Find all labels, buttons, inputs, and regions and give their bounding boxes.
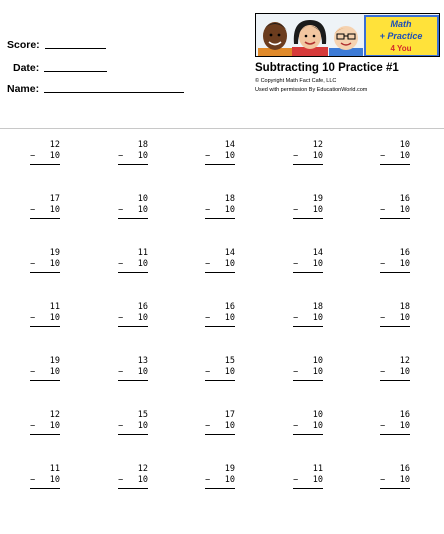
score-label: Score: bbox=[7, 39, 40, 51]
subtrahend: 10 bbox=[399, 313, 410, 323]
subtrahend-row bbox=[118, 367, 148, 378]
name-label: Name: bbox=[7, 83, 40, 95]
minus-sign: − bbox=[380, 205, 386, 215]
subtrahend-row bbox=[380, 421, 410, 432]
minus-sign: − bbox=[380, 313, 386, 323]
subtraction-problem bbox=[205, 194, 235, 219]
subtraction-problem bbox=[205, 248, 235, 273]
minuend: 16 bbox=[399, 248, 410, 258]
answer-line bbox=[205, 434, 235, 435]
minuend: 12 bbox=[49, 140, 60, 150]
answer-line bbox=[293, 272, 323, 273]
minuend: 19 bbox=[312, 194, 323, 204]
minus-sign: − bbox=[205, 421, 211, 431]
subtrahend: 10 bbox=[224, 367, 235, 377]
logo-line-1: Math bbox=[390, 19, 412, 29]
answer-line bbox=[380, 164, 410, 165]
minuend: 14 bbox=[312, 248, 323, 258]
subtraction-problem bbox=[118, 194, 148, 219]
subtrahend: 10 bbox=[137, 367, 148, 377]
answer-line bbox=[380, 488, 410, 489]
answer-line bbox=[293, 164, 323, 165]
minuend: 11 bbox=[49, 302, 60, 312]
minus-sign: − bbox=[205, 475, 211, 485]
subtrahend: 10 bbox=[312, 475, 323, 485]
minuend: 12 bbox=[49, 410, 60, 420]
subtrahend: 10 bbox=[49, 475, 60, 485]
answer-line bbox=[30, 218, 60, 219]
subtrahend: 10 bbox=[399, 151, 410, 161]
subtrahend: 10 bbox=[312, 205, 323, 215]
minuend: 18 bbox=[312, 302, 323, 312]
subtrahend-row bbox=[205, 259, 235, 270]
subtraction-problem bbox=[30, 410, 60, 435]
subtrahend-row bbox=[380, 475, 410, 486]
answer-line bbox=[380, 434, 410, 435]
subtrahend-row bbox=[380, 151, 410, 162]
minus-sign: − bbox=[380, 151, 386, 161]
answer-line bbox=[293, 434, 323, 435]
subtraction-problem bbox=[380, 194, 410, 219]
minuend: 17 bbox=[49, 194, 60, 204]
subtrahend: 10 bbox=[137, 259, 148, 269]
subtrahend: 10 bbox=[49, 205, 60, 215]
minuend: 14 bbox=[224, 248, 235, 258]
subtraction-problem bbox=[118, 410, 148, 435]
answer-line bbox=[205, 326, 235, 327]
minus-sign: − bbox=[118, 421, 124, 431]
logo-banner bbox=[255, 13, 440, 57]
answer-line bbox=[30, 380, 60, 381]
minuend: 17 bbox=[224, 410, 235, 420]
math-practice-badge bbox=[365, 16, 438, 56]
subtraction-problem bbox=[293, 356, 323, 381]
minuend: 19 bbox=[49, 248, 60, 258]
subtraction-problem bbox=[118, 356, 148, 381]
minuend: 14 bbox=[224, 140, 235, 150]
answer-line bbox=[118, 326, 148, 327]
minus-sign: − bbox=[205, 151, 211, 161]
answer-line bbox=[118, 434, 148, 435]
subtraction-problem bbox=[380, 356, 410, 381]
minus-sign: − bbox=[205, 313, 211, 323]
answer-line bbox=[380, 326, 410, 327]
minus-sign: − bbox=[30, 313, 36, 323]
minuend: 12 bbox=[137, 464, 148, 474]
subtrahend-row bbox=[380, 259, 410, 270]
subtrahend-row bbox=[30, 151, 60, 162]
subtrahend: 10 bbox=[49, 421, 60, 431]
minuend: 10 bbox=[399, 140, 410, 150]
subtraction-problem bbox=[30, 464, 60, 489]
subtrahend-row bbox=[118, 205, 148, 216]
subtrahend-row bbox=[293, 367, 323, 378]
subtrahend-row bbox=[30, 475, 60, 486]
header-divider bbox=[0, 128, 444, 129]
subtraction-problem bbox=[205, 302, 235, 327]
subtrahend-row bbox=[205, 367, 235, 378]
subtrahend-row bbox=[118, 313, 148, 324]
minus-sign: − bbox=[30, 475, 36, 485]
score-field[interactable] bbox=[7, 39, 106, 51]
subtrahend-row bbox=[205, 151, 235, 162]
answer-line bbox=[118, 380, 148, 381]
subtrahend-row bbox=[205, 313, 235, 324]
minus-sign: − bbox=[118, 367, 124, 377]
answer-line bbox=[118, 218, 148, 219]
minus-sign: − bbox=[380, 421, 386, 431]
minus-sign: − bbox=[293, 151, 299, 161]
name-line[interactable] bbox=[44, 92, 184, 93]
subtrahend: 10 bbox=[312, 313, 323, 323]
subtrahend-row bbox=[205, 475, 235, 486]
subtrahend-row bbox=[380, 367, 410, 378]
subtrahend-row bbox=[380, 205, 410, 216]
minus-sign: − bbox=[30, 367, 36, 377]
subtrahend-row bbox=[293, 205, 323, 216]
minus-sign: − bbox=[30, 259, 36, 269]
minus-sign: − bbox=[118, 205, 124, 215]
minus-sign: − bbox=[293, 475, 299, 485]
subtrahend: 10 bbox=[224, 475, 235, 485]
answer-line bbox=[293, 380, 323, 381]
subtraction-problem bbox=[30, 194, 60, 219]
minuend: 11 bbox=[137, 248, 148, 258]
minus-sign: − bbox=[118, 151, 124, 161]
subtraction-problem bbox=[293, 410, 323, 435]
subtraction-problem bbox=[205, 356, 235, 381]
subtrahend: 10 bbox=[224, 313, 235, 323]
minuend: 19 bbox=[224, 464, 235, 474]
minus-sign: − bbox=[30, 151, 36, 161]
answer-line bbox=[118, 488, 148, 489]
minus-sign: − bbox=[293, 367, 299, 377]
minus-sign: − bbox=[205, 205, 211, 215]
subtrahend-row bbox=[30, 313, 60, 324]
subtraction-problem bbox=[30, 356, 60, 381]
subtrahend: 10 bbox=[224, 205, 235, 215]
subtrahend: 10 bbox=[399, 367, 410, 377]
subtraction-problem bbox=[380, 464, 410, 489]
subtrahend-row bbox=[118, 259, 148, 270]
subtrahend: 10 bbox=[49, 259, 60, 269]
subtraction-problem bbox=[118, 248, 148, 273]
minus-sign: − bbox=[205, 367, 211, 377]
subtrahend-row bbox=[380, 313, 410, 324]
subtraction-problem bbox=[380, 410, 410, 435]
answer-line bbox=[205, 488, 235, 489]
minus-sign: − bbox=[293, 313, 299, 323]
subtraction-problem bbox=[293, 140, 323, 165]
subtraction-problem bbox=[205, 464, 235, 489]
minuend: 16 bbox=[399, 410, 410, 420]
subtrahend: 10 bbox=[49, 151, 60, 161]
answer-line bbox=[205, 380, 235, 381]
minus-sign: − bbox=[205, 259, 211, 269]
subtrahend: 10 bbox=[224, 151, 235, 161]
subtrahend: 10 bbox=[399, 205, 410, 215]
answer-line bbox=[380, 272, 410, 273]
subtrahend: 10 bbox=[312, 259, 323, 269]
subtrahend: 10 bbox=[399, 475, 410, 485]
answer-line bbox=[30, 488, 60, 489]
subtrahend: 10 bbox=[137, 421, 148, 431]
subtraction-problem bbox=[118, 140, 148, 165]
subtrahend-row bbox=[293, 475, 323, 486]
answer-line bbox=[380, 218, 410, 219]
date-line[interactable] bbox=[44, 71, 107, 72]
subtraction-problem bbox=[293, 248, 323, 273]
answer-line bbox=[293, 326, 323, 327]
answer-line bbox=[30, 164, 60, 165]
subtraction-problem bbox=[380, 248, 410, 273]
subtrahend-row bbox=[293, 151, 323, 162]
date-label: Date: bbox=[13, 62, 40, 74]
score-line[interactable] bbox=[45, 48, 106, 49]
subtrahend-row bbox=[30, 259, 60, 270]
subtrahend-row bbox=[293, 421, 323, 432]
subtrahend: 10 bbox=[312, 367, 323, 377]
logo-line-2: + Practice bbox=[379, 31, 423, 41]
answer-line bbox=[118, 164, 148, 165]
minuend: 19 bbox=[49, 356, 60, 366]
subtraction-problem bbox=[293, 302, 323, 327]
minuend: 11 bbox=[49, 464, 60, 474]
minuend: 18 bbox=[224, 194, 235, 204]
minuend: 18 bbox=[137, 140, 148, 150]
subtrahend-row bbox=[30, 421, 60, 432]
minuend: 10 bbox=[312, 410, 323, 420]
minus-sign: − bbox=[118, 313, 124, 323]
subtrahend: 10 bbox=[137, 205, 148, 215]
answer-line bbox=[118, 272, 148, 273]
subtrahend-row bbox=[118, 475, 148, 486]
minus-sign: − bbox=[380, 259, 386, 269]
minuend: 12 bbox=[312, 140, 323, 150]
minus-sign: − bbox=[380, 475, 386, 485]
subtrahend: 10 bbox=[399, 259, 410, 269]
answer-line bbox=[293, 488, 323, 489]
answer-line bbox=[30, 272, 60, 273]
minus-sign: − bbox=[118, 475, 124, 485]
name-field[interactable] bbox=[7, 83, 184, 95]
subtrahend-row bbox=[293, 313, 323, 324]
subtrahend: 10 bbox=[224, 259, 235, 269]
minuend: 13 bbox=[137, 356, 148, 366]
minuend: 16 bbox=[399, 194, 410, 204]
logo-line-3: 4 You bbox=[390, 44, 412, 53]
subtrahend: 10 bbox=[224, 421, 235, 431]
minuend: 11 bbox=[312, 464, 323, 474]
minus-sign: − bbox=[293, 259, 299, 269]
worksheet-title: Subtracting 10 Practice #1 bbox=[255, 62, 399, 74]
subtrahend-row bbox=[30, 205, 60, 216]
subtrahend: 10 bbox=[137, 151, 148, 161]
subtrahend-row bbox=[118, 151, 148, 162]
subtraction-problem bbox=[380, 140, 410, 165]
subtrahend-row bbox=[293, 259, 323, 270]
minuend: 12 bbox=[399, 356, 410, 366]
minuend: 16 bbox=[137, 302, 148, 312]
minuend: 18 bbox=[399, 302, 410, 312]
subtraction-problem bbox=[205, 410, 235, 435]
minuend: 10 bbox=[312, 356, 323, 366]
minuend: 16 bbox=[224, 302, 235, 312]
copyright-text: © Copyright Math Fact Cafe, LLC bbox=[255, 78, 337, 84]
subtraction-problem bbox=[118, 464, 148, 489]
answer-line bbox=[205, 164, 235, 165]
date-field[interactable] bbox=[13, 62, 107, 74]
subtrahend: 10 bbox=[49, 367, 60, 377]
subtraction-problem bbox=[30, 302, 60, 327]
kid-2-icon bbox=[292, 20, 328, 57]
answer-line bbox=[293, 218, 323, 219]
minus-sign: − bbox=[30, 421, 36, 431]
answer-line bbox=[205, 218, 235, 219]
subtrahend: 10 bbox=[399, 421, 410, 431]
subtrahend-row bbox=[205, 421, 235, 432]
subtrahend: 10 bbox=[312, 421, 323, 431]
subtrahend: 10 bbox=[49, 313, 60, 323]
minuend: 15 bbox=[137, 410, 148, 420]
subtraction-problem bbox=[205, 140, 235, 165]
answer-line bbox=[30, 434, 60, 435]
subtrahend-row bbox=[30, 367, 60, 378]
minuend: 16 bbox=[399, 464, 410, 474]
subtraction-problem bbox=[293, 464, 323, 489]
minus-sign: − bbox=[30, 205, 36, 215]
subtrahend-row bbox=[205, 205, 235, 216]
subtraction-problem bbox=[30, 140, 60, 165]
minus-sign: − bbox=[293, 205, 299, 215]
subtraction-problem bbox=[293, 194, 323, 219]
subtraction-problem bbox=[380, 302, 410, 327]
minuend: 15 bbox=[224, 356, 235, 366]
subtraction-problem bbox=[118, 302, 148, 327]
answer-line bbox=[30, 326, 60, 327]
minus-sign: − bbox=[118, 259, 124, 269]
kids-logo-illustration bbox=[256, 14, 440, 57]
minus-sign: − bbox=[380, 367, 386, 377]
permission-text: Used with permission By EducationWorld.com bbox=[255, 87, 368, 93]
subtrahend-row bbox=[118, 421, 148, 432]
answer-line bbox=[205, 272, 235, 273]
minus-sign: − bbox=[293, 421, 299, 431]
subtrahend: 10 bbox=[137, 313, 148, 323]
subtrahend: 10 bbox=[312, 151, 323, 161]
minuend: 10 bbox=[137, 194, 148, 204]
subtrahend: 10 bbox=[137, 475, 148, 485]
subtraction-problem bbox=[30, 248, 60, 273]
answer-line bbox=[380, 380, 410, 381]
